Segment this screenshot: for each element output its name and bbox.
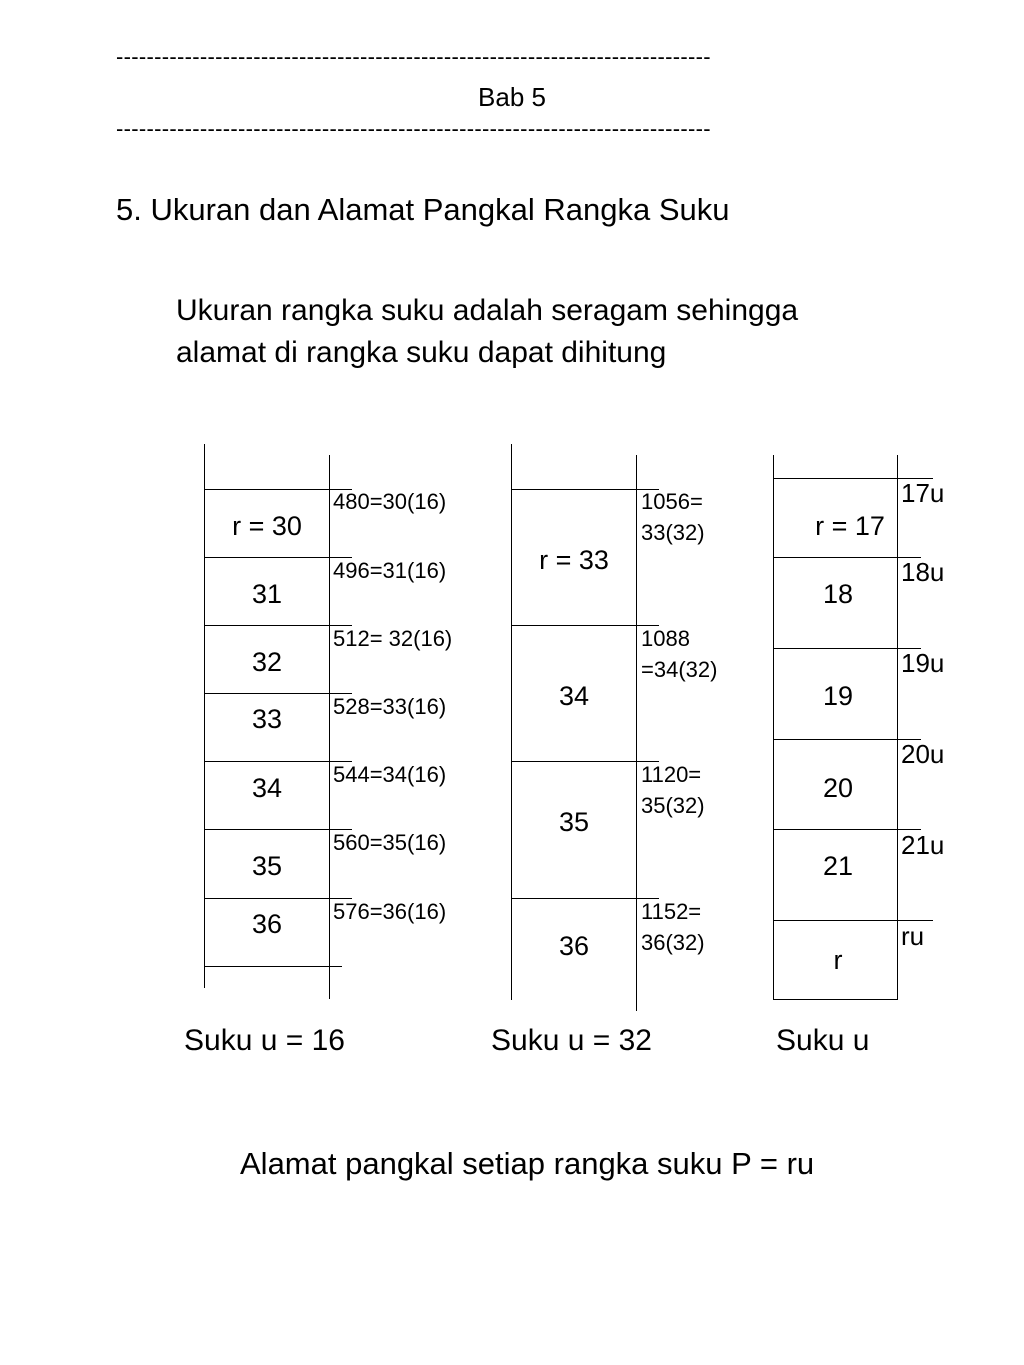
frame-cell: r = 33 (539, 545, 609, 575)
address-label: 18u (901, 557, 945, 587)
frame-line (204, 898, 352, 899)
diagram-caption: Suku u (776, 1024, 870, 1057)
frame-line (204, 557, 352, 558)
frame-cell: 35 (558, 807, 590, 837)
section-title: 5. Ukuran dan Alamat Pangkal Rangka Suku (116, 192, 730, 227)
address-line: =34(32) (641, 657, 718, 682)
address-label: 496=31(16) (333, 558, 447, 583)
address-label: 528=33(16) (333, 694, 447, 719)
frame-cell: 33 (251, 704, 283, 734)
header-dash-line-bottom: ------------------------------------------------------------------------------ (116, 116, 711, 141)
frame-cell: 36 (251, 909, 283, 939)
frame-line (204, 829, 352, 830)
address-label (641, 759, 705, 821)
frame-cell: 19 (822, 681, 854, 711)
frame-line (511, 489, 659, 490)
frame-cell: 34 (558, 681, 590, 711)
frame-cell: 35 (251, 851, 283, 881)
formula-text: Alamat pangkal setiap rangka suku P = ru (240, 1146, 815, 1181)
frame-cell: 21 (822, 851, 854, 881)
address-line: 1152= (641, 899, 702, 924)
address-line: 33(32) (641, 520, 705, 545)
frame-cell: 34 (251, 773, 283, 803)
address-label: 544=34(16) (333, 762, 447, 787)
address-line: 36(32) (641, 930, 705, 955)
address-label: 480=30(16) (333, 489, 447, 514)
address-line: 35(32) (641, 793, 705, 818)
address-label (641, 486, 705, 548)
frame-line (773, 739, 921, 740)
frame-line (204, 761, 352, 762)
frame-cell: r (833, 945, 843, 975)
frame-line (511, 761, 659, 762)
frame-line (773, 557, 921, 558)
frame-cell: 36 (558, 931, 590, 961)
address-label: 576=36(16) (333, 899, 447, 924)
address-line: 1088 (641, 626, 690, 651)
intro-paragraph (176, 290, 798, 374)
frame-line (773, 455, 774, 1000)
intro-line-2: alamat di rangka suku dapat dihitung (176, 336, 667, 369)
address-label: 17u (901, 478, 945, 508)
address-label: 21u (901, 830, 945, 860)
frame-cell: 20 (822, 773, 854, 803)
diagram-caption: Suku u = 16 (184, 1024, 345, 1057)
intro-line-1: Ukuran rangka suku adalah seragam sehingga (176, 294, 799, 327)
frame-cell: 31 (251, 579, 283, 609)
address-line: 1056= (641, 489, 703, 514)
address-label: 20u (901, 739, 945, 769)
frame-cell-label: r = 17 (815, 511, 885, 541)
address-label (641, 623, 717, 685)
address-label: 19u (901, 648, 945, 678)
frame-line (511, 898, 659, 899)
header-dash-line-top: ------------------------------------------------------------------------------ (116, 44, 711, 69)
address-label: 512= 32(16) (333, 626, 453, 651)
frame-cell: 18 (822, 579, 854, 609)
frame-line (636, 455, 637, 1011)
frame-line (204, 489, 352, 490)
frame-line (204, 625, 352, 626)
address-line: 1120= (641, 762, 702, 787)
frame-cell: r = 30 (232, 511, 302, 541)
frame-line (204, 693, 352, 694)
frame-line (204, 966, 342, 967)
frame-cell: 32 (251, 647, 283, 677)
frame-line (773, 829, 921, 830)
address-label: ru (901, 921, 925, 951)
chapter-label: Bab 5 (478, 82, 546, 112)
frame-line (773, 999, 898, 1000)
frame-line (511, 625, 659, 626)
address-label (641, 896, 705, 958)
frame-cell (780, 511, 920, 542)
diagram-caption: Suku u = 32 (491, 1024, 652, 1057)
frame-line (511, 444, 512, 1000)
address-label: 560=35(16) (333, 830, 447, 855)
frame-line (773, 648, 921, 649)
